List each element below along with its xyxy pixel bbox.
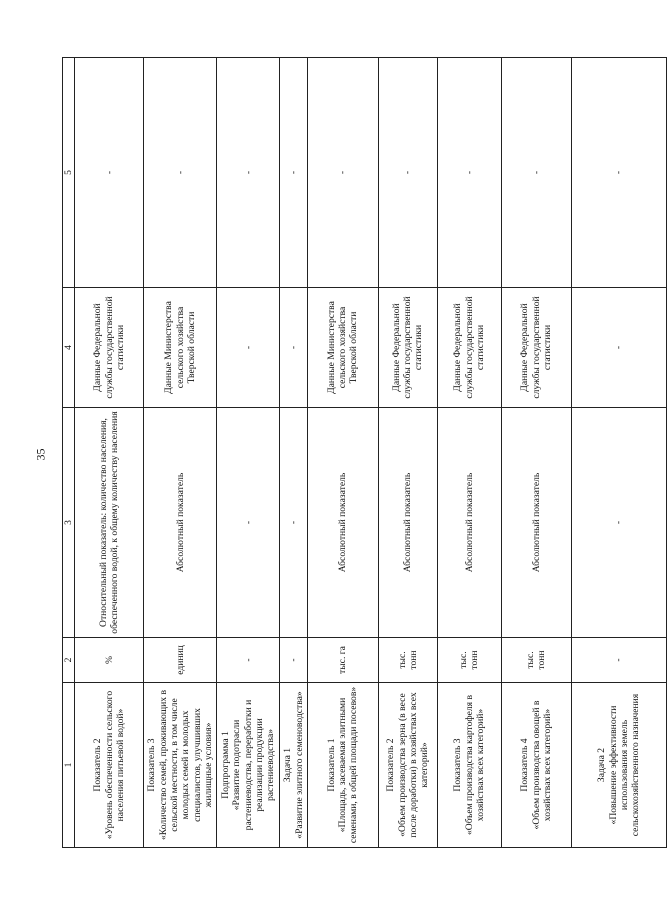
unit-cell: тыс. тонн bbox=[378, 638, 437, 683]
table-row bbox=[378, 58, 437, 848]
method-cell: - bbox=[571, 408, 666, 638]
note-cell: - bbox=[571, 58, 666, 288]
unit-cell: единиц bbox=[144, 638, 217, 683]
unit-cell: тыс. га bbox=[307, 638, 378, 683]
indicator-name-cell: Показатель 1 «Площадь, засеваемая элитными семенами, в общей площади посевов» bbox=[307, 683, 378, 848]
header-cell-5: 5 bbox=[63, 58, 75, 288]
source-cell: Данные Федеральной службы государственной статистики bbox=[75, 288, 144, 408]
indicators-table bbox=[62, 57, 667, 848]
method-cell: Абсолютный показатель bbox=[144, 408, 217, 638]
note-cell: - bbox=[75, 58, 144, 288]
indicator-name-cell: Подпрограмма 1 «Развитие подотрасли растениеводства, переработки и реализации продукции растениеводства» bbox=[217, 683, 280, 848]
indicator-name-cell: Показатель 2 «Объем производства зерна (в весе после доработки) в хозяйствах всех категорий» bbox=[378, 683, 437, 848]
source-cell: Данные Федеральной службы государственной статистики bbox=[501, 288, 571, 408]
method-cell: Абсолютный показатель bbox=[307, 408, 378, 638]
note-cell: - bbox=[501, 58, 571, 288]
table-row bbox=[501, 58, 571, 848]
method-cell: - bbox=[280, 408, 308, 638]
indicator-name-cell: Показатель 4 «Объем производства овощей в хозяйствах всех категорий» bbox=[501, 683, 571, 848]
method-cell: Относительный показатель: количество населения, обеспеченного водой, к общему количеству населения bbox=[75, 408, 144, 638]
unit-cell: тыс. тонн bbox=[501, 638, 571, 683]
note-cell: - bbox=[378, 58, 437, 288]
header-cell-3: 3 bbox=[63, 408, 75, 638]
table-row bbox=[571, 58, 666, 848]
source-cell: Данные Федеральной службы государственной статистики bbox=[378, 288, 437, 408]
table-row bbox=[75, 58, 144, 848]
page-number: 35 bbox=[33, 448, 48, 461]
table-row bbox=[307, 58, 378, 848]
source-cell: Данные Министерства сельского хозяйства Тверской области bbox=[307, 288, 378, 408]
table-row bbox=[280, 58, 308, 848]
unit-cell: - bbox=[571, 638, 666, 683]
unit-cell: % bbox=[75, 638, 144, 683]
source-cell: Данные Министерства сельского хозяйства Тверской области bbox=[144, 288, 217, 408]
indicator-name-cell: Показатель 2 «Уровень обеспеченности сельского населения питьевой водой» bbox=[75, 683, 144, 848]
source-cell: Данные Федеральной службы государственной статистики bbox=[437, 288, 501, 408]
method-cell: Абсолютный показатель bbox=[501, 408, 571, 638]
header-row bbox=[63, 58, 75, 848]
note-cell: - bbox=[144, 58, 217, 288]
rotated-table-container bbox=[62, 58, 642, 848]
indicator-name-cell: Задача 2 «Повышение эффективности использования земель сельскохозяйственного назначения bbox=[571, 683, 666, 848]
indicator-name-cell: Показатель 3 «Объем производства картофеля в хозяйствах всех категорий» bbox=[437, 683, 501, 848]
method-cell: - bbox=[217, 408, 280, 638]
header-cell-1: 1 bbox=[63, 683, 75, 848]
table-row bbox=[144, 58, 217, 848]
method-cell: Абсолютный показатель bbox=[437, 408, 501, 638]
header-cell-2: 2 bbox=[63, 638, 75, 683]
header-cell-4: 4 bbox=[63, 288, 75, 408]
indicator-name-cell: Задача 1 «Развитие элитного семеноводства» bbox=[280, 683, 308, 848]
indicator-name-cell: Показатель 3 «Количество семей, проживающих в сельской местности, в том числе молодых семей и молодых специалистов, улучшивших жилищные условия» bbox=[144, 683, 217, 848]
table-row bbox=[437, 58, 501, 848]
note-cell: - bbox=[437, 58, 501, 288]
note-cell: - bbox=[307, 58, 378, 288]
method-cell: Абсолютный показатель bbox=[378, 408, 437, 638]
unit-cell: - bbox=[217, 638, 280, 683]
source-cell: - bbox=[571, 288, 666, 408]
note-cell: - bbox=[217, 58, 280, 288]
table-row bbox=[217, 58, 280, 848]
unit-cell: тыс. тонн bbox=[437, 638, 501, 683]
unit-cell: - bbox=[280, 638, 308, 683]
note-cell: - bbox=[280, 58, 308, 288]
source-cell: - bbox=[280, 288, 308, 408]
source-cell: - bbox=[217, 288, 280, 408]
